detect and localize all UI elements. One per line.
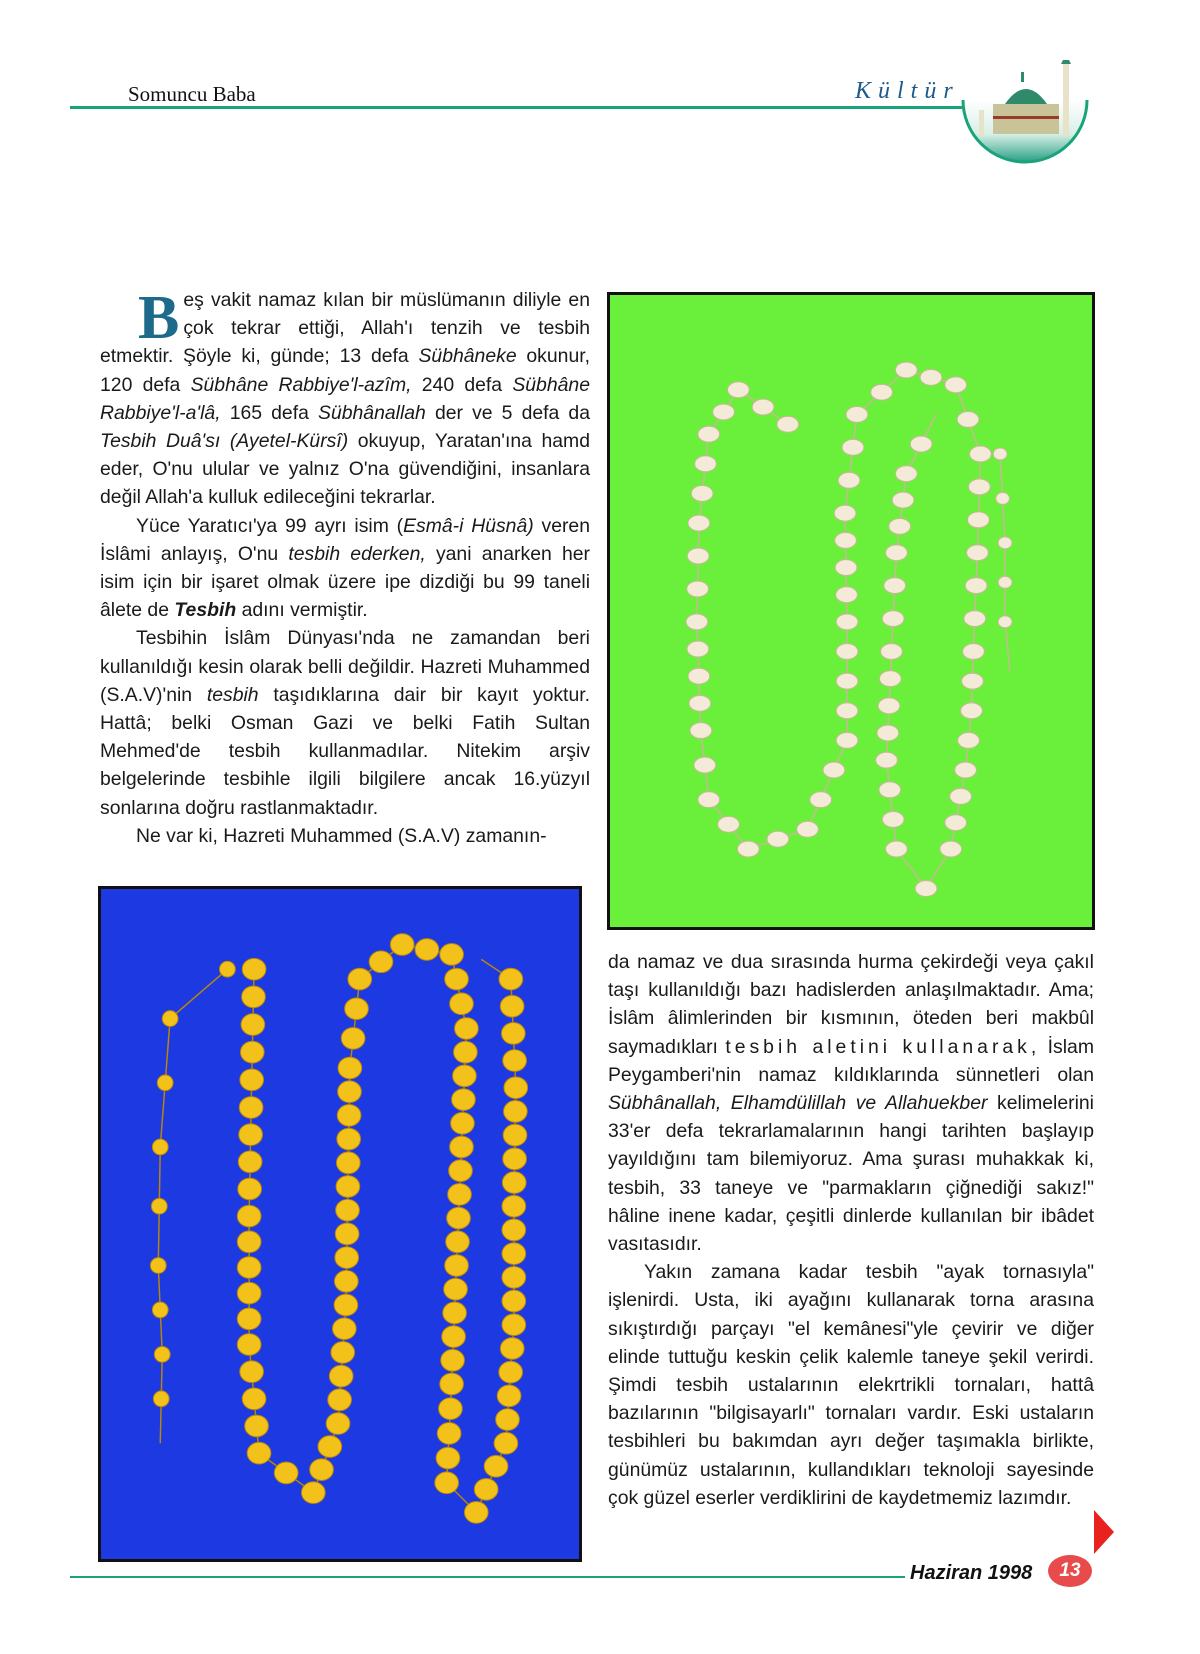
bead <box>499 968 523 990</box>
bead <box>884 578 906 594</box>
text-run: 165 defa <box>220 401 319 424</box>
text-run: yani anarken her isim için bir işaret olmak üzere ipe dizdiği bu 99 taneli âlete de <box>100 542 590 622</box>
bead <box>445 968 469 990</box>
bead <box>835 560 857 576</box>
italic-term: Sübhâne Rabbiye'l-azîm, <box>190 373 412 396</box>
text-run: eş vakit namaz kılan bir müslümanın diliyle en çok tekrar ettiği, Allah'ı tenzih ve tesbih etmektir. Şöyle ki, günde; 13 defa <box>100 289 590 368</box>
bead <box>886 545 908 561</box>
bead <box>162 1011 178 1027</box>
bead <box>329 1365 353 1387</box>
bead <box>504 1077 528 1099</box>
bead <box>838 472 860 488</box>
bead <box>895 362 917 378</box>
bead <box>502 1314 526 1336</box>
bead <box>436 1447 460 1469</box>
bead <box>836 644 858 660</box>
bead <box>777 416 799 432</box>
bead <box>879 671 901 687</box>
bead-string <box>158 969 227 1443</box>
bead <box>441 1349 465 1371</box>
text-run: İslam Peygamberi'nin namaz kıldıklarında sünnetleri olan <box>608 1035 1094 1086</box>
text-run: Tesbihin İslâm Dünyası'nda ne zamandan beri kullanıldığı kesin olarak belli değildir. Hazreti Muhammed (S.A.V)'nin <box>100 627 590 706</box>
bead <box>968 512 990 528</box>
bead <box>718 816 740 832</box>
bead <box>836 614 858 630</box>
bead <box>318 1436 342 1458</box>
bead <box>449 1160 473 1182</box>
bead <box>502 1290 526 1312</box>
bead <box>484 1455 508 1477</box>
bead <box>879 782 901 798</box>
bead <box>503 1050 527 1072</box>
photo-amber-prayer-beads <box>98 886 582 1562</box>
bead <box>958 732 980 748</box>
text-run: veren İslâmi anlayış, O'nu <box>100 514 590 565</box>
bead <box>336 1176 360 1198</box>
bead <box>503 1148 527 1170</box>
italic-term: Tesbih Duâ'sı (Ayetel-Kürsî) <box>100 430 349 453</box>
bead <box>237 1231 261 1253</box>
footer-rule <box>70 1576 905 1578</box>
bead <box>499 1361 523 1383</box>
bead <box>326 1413 350 1435</box>
bead <box>336 1152 360 1174</box>
bead <box>835 532 857 548</box>
mosque-emblem-icon <box>955 60 1095 175</box>
bead <box>688 668 710 684</box>
bead <box>698 426 720 442</box>
bead <box>502 1172 526 1194</box>
text-run: der ve 5 defa da <box>425 401 590 424</box>
bead <box>337 1105 361 1127</box>
bead <box>245 1415 269 1437</box>
bead <box>240 1069 264 1091</box>
bead <box>945 815 967 831</box>
bead-string <box>697 370 980 889</box>
bead <box>846 407 868 423</box>
bead <box>237 1257 261 1279</box>
bead <box>454 1041 478 1063</box>
bead <box>945 377 967 393</box>
bead <box>445 1255 469 1277</box>
bead <box>494 1432 518 1454</box>
bead <box>336 1199 360 1221</box>
bead <box>698 792 720 808</box>
bead <box>998 537 1012 549</box>
bead <box>439 1398 463 1420</box>
bead <box>338 1081 362 1103</box>
section-title: Kültür <box>855 78 960 104</box>
bead <box>451 1112 475 1134</box>
bead <box>504 1101 528 1123</box>
bead <box>442 1326 466 1348</box>
bead <box>237 1205 261 1227</box>
bead <box>440 944 464 966</box>
issue-date: Haziran 1998 <box>910 1562 1033 1584</box>
bead <box>440 1373 464 1395</box>
text-run: okunur, 120 defa <box>100 345 590 396</box>
bead <box>503 1124 527 1146</box>
bead <box>881 644 903 660</box>
bead <box>446 1231 470 1253</box>
bead <box>448 1184 472 1206</box>
bead <box>836 673 858 689</box>
bead <box>435 1472 459 1494</box>
bead <box>895 466 917 482</box>
bead <box>474 1479 498 1501</box>
bead <box>242 1388 266 1410</box>
bead <box>694 757 716 773</box>
bead <box>242 986 266 1008</box>
bead <box>237 1308 261 1330</box>
bead <box>152 1302 168 1318</box>
bead <box>497 1385 521 1407</box>
bead <box>687 641 709 657</box>
bead <box>962 673 984 689</box>
bead <box>335 1223 359 1245</box>
bead <box>341 1027 365 1049</box>
bead <box>338 1057 362 1079</box>
bead <box>237 1334 261 1356</box>
bead <box>500 1338 524 1360</box>
bead <box>955 762 977 778</box>
bead <box>940 841 962 857</box>
text-run: Yüce Yaratıcı'ya 99 ayrı isim ( <box>136 514 404 537</box>
bead <box>464 1502 488 1524</box>
italic-term: Sübhânallah, Elhamdülillah ve Allahuekber <box>608 1092 988 1115</box>
bead <box>447 1207 471 1229</box>
bead <box>687 581 709 597</box>
bead <box>150 1258 166 1274</box>
bead <box>889 518 911 534</box>
text-run: kelimelerini 33'er defa tekrarlamalarının hangi tarihten başlayıp yayıldığını tam bilemiyoruz. Ama şurası muhakkak ki, tesbih, 33 taneye ve "parmakların çiğnediği sakız!" hâline inene kadar, çeşitli dinlerde kullanılan bir ibâdet vasıtasıdır. <box>608 1092 1094 1256</box>
text-run: da namaz ve dua sırasında hurma çekirdeği veya çakıl taşı kullanıldığı bazı hadislerden anlaşılmaktadır. Ama; İslâm âlimlerinden bir kısmının, öteden beri makbûl saymadıkları <box>608 951 1094 1058</box>
italic-term: Sübhânallah <box>318 401 426 424</box>
spaced-term: tesbih aletini kullanarak, <box>725 1035 1041 1058</box>
bead <box>690 723 712 739</box>
text-run: taşıdıklarına dair bir kayıt yoktur. Hattâ; belki Osman Gazi ve belki Fatih Sultan Mehmed'de tesbih kullanmadılar. Nitekim arşiv belgelerinde tesbihle ilgili bilgilere ancak 16.yüzyıl sonlarına doğru rastlanmaktadır. <box>100 683 590 819</box>
bead <box>965 578 987 594</box>
bead <box>157 1075 173 1091</box>
bead <box>993 448 1007 460</box>
bold-term: Tesbih <box>174 599 237 622</box>
next-page-arrow-icon[interactable] <box>1094 1510 1114 1554</box>
bead <box>810 792 832 808</box>
bead <box>502 1243 526 1265</box>
bead <box>335 1247 359 1269</box>
bead <box>691 486 713 502</box>
paragraph: Ne var ki, Hazreti Muhammed (S.A.V) zamanın- <box>136 824 547 847</box>
bead <box>752 399 774 415</box>
bead <box>450 993 474 1015</box>
bead <box>695 456 717 472</box>
drop-cap: B <box>138 284 180 352</box>
bead <box>797 821 819 837</box>
bead <box>998 616 1012 628</box>
bead <box>892 492 914 508</box>
italic-term: tesbih <box>206 683 259 706</box>
bead <box>687 548 709 564</box>
bead <box>415 939 439 961</box>
bead <box>502 1219 526 1241</box>
bead <box>154 1346 170 1362</box>
bead <box>301 1482 325 1504</box>
bead <box>328 1389 352 1411</box>
bead <box>737 841 759 857</box>
bead <box>836 587 858 603</box>
text-run: 240 defa <box>411 373 513 396</box>
bead <box>151 1198 167 1214</box>
bead <box>501 1023 525 1045</box>
bead <box>871 384 893 400</box>
bead <box>241 1014 265 1036</box>
bead <box>369 951 393 973</box>
paragraph: Yakın zamana kadar tesbih "ayak tornasıyla" işlenirdi. Usta, iki ayağını kullanarak torna arasına sıkıştırdığı parçayı "el kemânesi"yle çevirir ve diğer elinde tuttuğu keskin çelik kalemle taneye şekil verirdi. Şimdi tesbih ustalarının elekrtrikli tornaları, hattâ bazılarının "bilgisayarlı" tornaları vardır. Eski ustaların tesbihleri bu bakımdan ayrı değer taşımakla birlikte, günümüz ustalarının, kullandıkları teknoloji sayesinde çok güzel eserler verdiklirini de kaydetmemiz lazımdır. <box>608 1261 1094 1509</box>
bead <box>957 411 979 427</box>
page-number: 13 <box>1048 1555 1092 1587</box>
bead <box>334 1270 358 1292</box>
text-run: adını vermiştir. <box>236 599 368 622</box>
bead <box>823 762 845 778</box>
bead <box>238 1178 262 1200</box>
bead <box>332 1318 356 1340</box>
bead <box>878 698 900 714</box>
bead <box>882 812 904 828</box>
article-column-left <box>100 286 590 850</box>
bead <box>437 1423 461 1445</box>
bead <box>337 1128 361 1150</box>
bead <box>450 1136 474 1158</box>
bead <box>152 1139 168 1155</box>
bead <box>964 611 986 627</box>
bead <box>686 614 708 630</box>
bead <box>688 515 710 531</box>
magazine-name: Somuncu Baba <box>128 82 256 106</box>
bead <box>970 446 992 462</box>
bead <box>728 382 750 398</box>
italic-term: Sübhâne Rabbiye'l-a'lâ, <box>100 373 590 424</box>
bead <box>348 968 372 990</box>
bead <box>496 1409 520 1431</box>
bead <box>996 492 1010 504</box>
bead <box>915 881 937 897</box>
bead <box>969 479 991 495</box>
bead <box>452 1089 476 1111</box>
bead <box>876 752 898 768</box>
bead <box>238 1151 262 1173</box>
bead <box>689 695 711 711</box>
bead <box>274 1462 298 1484</box>
bead <box>963 644 985 660</box>
text-run: okuyup, Yaratan'ına hamd eder, O'nu ulular ve yalnız O'na güvendiğini, insanlara değil Allah'a kulluk edileceğini tekrarlar. <box>100 430 590 509</box>
bead <box>390 934 414 956</box>
article-column-right <box>608 948 1094 1512</box>
bead <box>950 788 972 804</box>
bead <box>877 725 899 741</box>
bead <box>882 611 904 627</box>
bead <box>836 703 858 719</box>
bead <box>240 1361 264 1383</box>
bead <box>345 998 369 1020</box>
bead <box>967 545 989 561</box>
bead <box>961 703 983 719</box>
bead <box>220 961 236 977</box>
bead <box>239 1097 263 1119</box>
bead <box>713 404 735 420</box>
bead <box>242 958 266 980</box>
bead <box>842 439 864 455</box>
bead <box>502 1195 526 1217</box>
bead <box>237 1282 261 1304</box>
bead <box>310 1459 334 1481</box>
bead <box>767 831 789 847</box>
bead <box>444 1278 468 1300</box>
bead <box>453 1065 477 1087</box>
bead <box>834 505 856 521</box>
italic-term: tesbih ederken, <box>288 542 426 565</box>
bead <box>247 1442 271 1464</box>
bead <box>500 995 524 1017</box>
italic-term: Sübhâneke <box>418 345 517 368</box>
bead <box>886 841 908 857</box>
bead-string <box>1000 454 1010 671</box>
bead <box>331 1342 355 1364</box>
italic-term: Esmâ-i Hüsnâ) <box>403 514 534 537</box>
bead <box>502 1266 526 1288</box>
bead <box>239 1124 263 1146</box>
bead <box>910 436 932 452</box>
bead <box>836 732 858 748</box>
bead <box>240 1041 264 1063</box>
photo-white-prayer-beads <box>607 292 1095 930</box>
bead <box>153 1391 169 1407</box>
header-rule <box>70 106 970 109</box>
bead <box>443 1302 467 1324</box>
bead <box>998 576 1012 588</box>
bead <box>334 1294 358 1316</box>
bead <box>455 1018 479 1040</box>
bead <box>920 370 942 386</box>
